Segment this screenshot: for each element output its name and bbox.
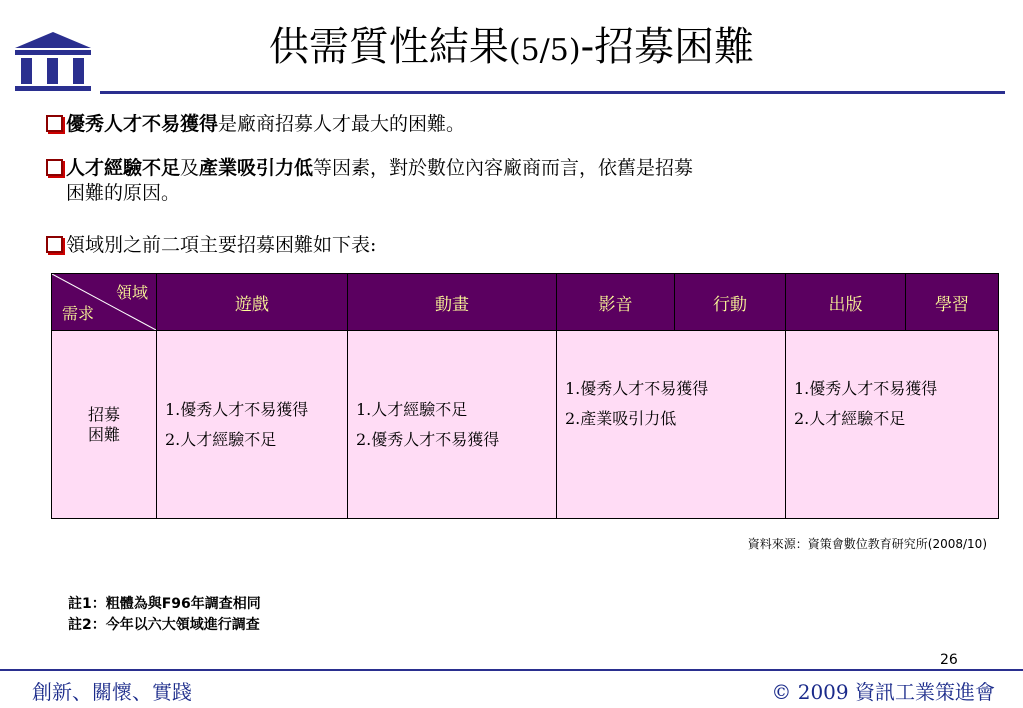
bullet-square-icon xyxy=(46,159,63,176)
title-tail: -招募困難 xyxy=(580,24,755,70)
cell-animation xyxy=(348,331,557,519)
list-item: 2.優秀人才不易獲得 xyxy=(356,429,500,449)
data-source: 資料來源：資策會數位教育研究所(2008/10) xyxy=(747,537,987,551)
bullet-1-bold: 優秀人才不易獲得 xyxy=(66,113,219,135)
corner-cell xyxy=(52,274,157,331)
bullet-2-bold-1: 人才經驗不足 xyxy=(66,157,181,179)
list-item: 1.優秀人才不易獲得 xyxy=(565,378,709,398)
row-label-line-1: 招募 xyxy=(87,404,120,424)
bullet-2-mid: 及 xyxy=(180,157,200,179)
table-row xyxy=(52,331,999,519)
col-header-mobile: 行動 xyxy=(675,274,786,331)
footer-rule xyxy=(0,669,1023,671)
bullet-2 xyxy=(46,156,693,206)
page-title xyxy=(0,22,1023,76)
corner-field-label: 領域 xyxy=(115,283,148,302)
col-header-animation: 動畫 xyxy=(348,274,557,331)
bullet-2-text: 等因素，對於數位內容廠商而言，依舊是招募 xyxy=(313,157,694,179)
table-header-row xyxy=(52,274,999,331)
list-item: 1.優秀人才不易獲得 xyxy=(794,378,938,398)
bullet-1-text: 是廠商招募人才最大的困難。 xyxy=(218,113,466,135)
list-item: 2.產業吸引力低 xyxy=(565,408,677,428)
title-paren: (5/5) xyxy=(508,33,581,68)
col-header-game: 遊戲 xyxy=(157,274,348,331)
note-2: 註2：今年以六大領域進行調查 xyxy=(68,617,260,633)
bullet-2-bold-2: 產業吸引力低 xyxy=(199,157,314,179)
footer-slogan: 創新、關懷、實踐 xyxy=(32,680,192,704)
cell-publish-learning xyxy=(786,331,999,519)
col-header-learning: 學習 xyxy=(906,274,999,331)
bullet-1 xyxy=(46,112,465,137)
cell-video-mobile xyxy=(557,331,786,519)
note-1: 註1：粗體為與F96年調查相同 xyxy=(68,596,261,612)
header-rule xyxy=(100,91,1005,94)
bullet-square-icon xyxy=(46,236,63,253)
recruitment-difficulty-table xyxy=(51,273,999,519)
col-header-publish: 出版 xyxy=(786,274,906,331)
row-label-recruit-difficulty xyxy=(52,331,157,519)
row-label-line-2: 困難 xyxy=(87,424,120,444)
list-item: 1.優秀人才不易獲得 xyxy=(165,399,309,419)
bullet-2-text-cont: 困難的原因。 xyxy=(66,182,181,204)
list-item: 2.人才經驗不足 xyxy=(794,408,906,428)
col-header-video: 影音 xyxy=(557,274,675,331)
corner-demand-label: 需求 xyxy=(62,304,95,323)
cell-game xyxy=(157,331,348,519)
bullet-3-text: 領域別之前二項主要招募困難如下表: xyxy=(66,234,377,256)
list-item: 2.人才經驗不足 xyxy=(165,429,277,449)
bullet-square-icon xyxy=(46,115,63,132)
page-number: 26 xyxy=(940,652,958,668)
bullet-3 xyxy=(46,233,376,258)
footer-copyright: © 2009 資訊工業策進會 xyxy=(771,680,995,704)
list-item: 1.人才經驗不足 xyxy=(356,399,468,419)
title-main: 供需質性結果 xyxy=(268,24,509,70)
